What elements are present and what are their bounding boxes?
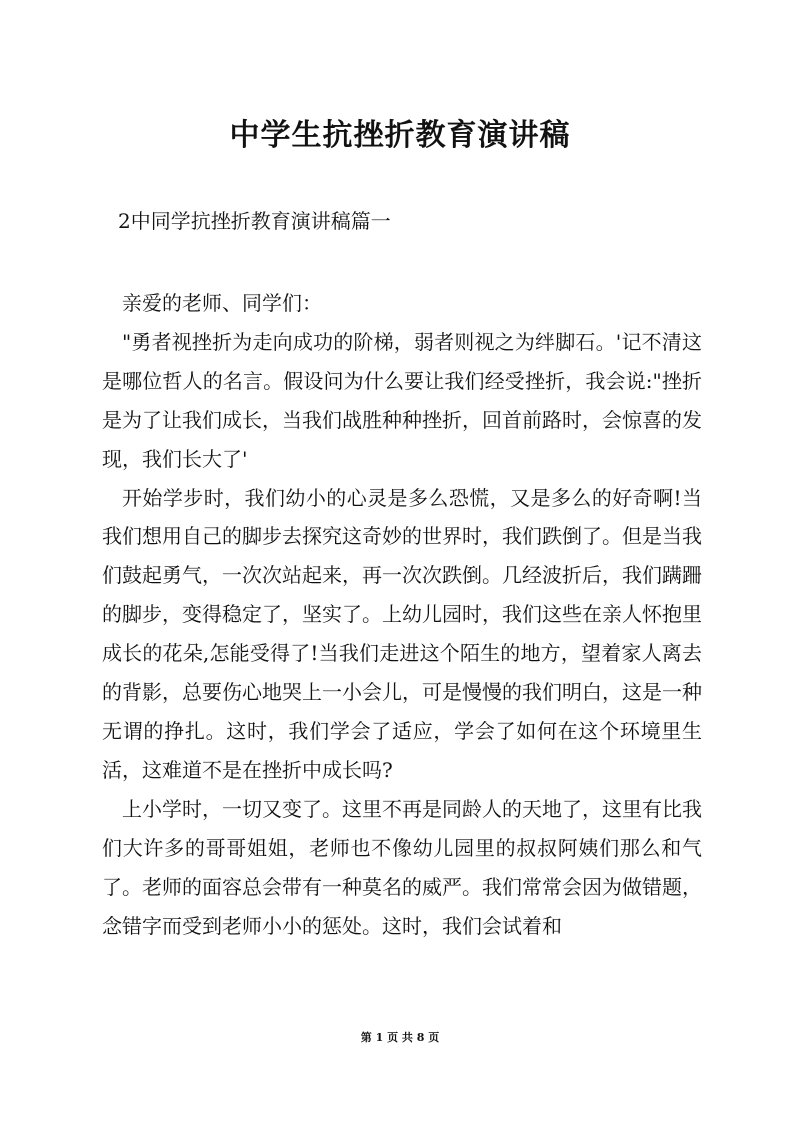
document-title: 中学生抗挫折教育演讲稿 <box>229 118 571 153</box>
document-subtitle: 2中同学抗挫折教育演讲稿篇一 <box>118 209 391 233</box>
paragraph-salutation: 亲爱的老师、同学们： <box>122 291 322 315</box>
paragraph-quote: "勇者视挫折为走向成功的阶梯，弱者则视之为绊脚石。'记不清这是哪位哲人的名言。假设问为什么要让我们经受挫折，我会说:"挫折是为了让我们成长，当我们战胜种种挫折，回首前路时，会惊喜的发现，我们长大了' <box>102 329 702 471</box>
document-body <box>102 284 702 945</box>
paragraph-learning-to-walk: 开始学步时，我们幼小的心灵是多么恐慌，又是多么的好奇啊!当我们想用自己的脚步去探究这奇妙的世界时，我们跌倒了。但是当我们鼓起勇气，一次次站起来，再一次次跌倒。几经波折后，我们蹒跚的脚步，变得稳定了，坚实了。上幼儿园时，我们这些在亲人怀抱里成长的花朵,怎能受得了!当我们走进这个陌生的地方，望着家人离去的背影，总要伤心地哭上一小会儿，可是慢慢的我们明白，这是一种无谓的挣扎。这时，我们学会了适应，学会了如何在这个环境里生活，这难道不是在挫折中成长吗? <box>102 485 702 782</box>
page-number-footer: 第 1 页 共 8 页 <box>360 1031 440 1044</box>
paragraph-primary-school: 上小学时，一切又变了。这里不再是同龄人的天地了，这里有比我们大许多的哥哥姐姐，老师也不像幼儿园里的叔叔阿姨们那么和气了。老师的面容总会带有一种莫名的威严。我们常常会因为做错题，念错字而受到老师小小的惩处。这时，我们会试着和 <box>102 796 702 938</box>
